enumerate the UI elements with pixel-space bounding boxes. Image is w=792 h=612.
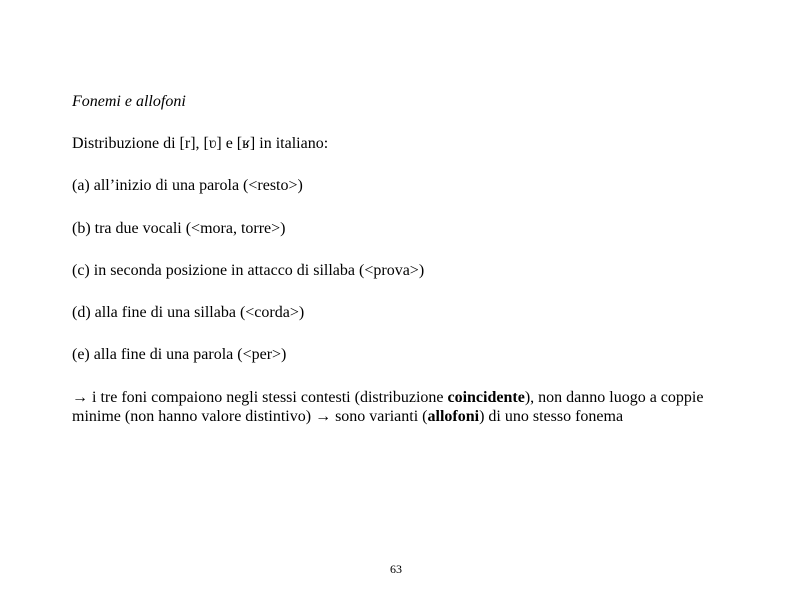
conclusion-part-2: ), non danno luogo a coppie minime (non hanno valore distintivo) → sono varianti ( <box>72 389 704 425</box>
list-item-a: (a) all’inizio di una parola (<resto>) <box>72 177 303 194</box>
list-item-e: (e) alla fine di una parola (<per>) <box>72 346 287 363</box>
slide-title: Fonemi e allofoni <box>72 93 186 110</box>
conclusion-text <box>72 388 732 426</box>
term-allofoni: allofoni <box>427 408 480 425</box>
list-item-c: (c) in seconda posizione in attacco di sillaba (<prova>) <box>72 262 425 279</box>
intro-text: Distribuzione di [r], [ʋ] e [ʁ] in italiano: <box>72 135 329 152</box>
page-number: 63 <box>390 562 402 576</box>
list-item-d: (d) alla fine di una sillaba (<corda>) <box>72 304 305 321</box>
list-item-b: (b) tra due vocali (<mora, torre>) <box>72 220 286 237</box>
term-coincidente: coincidente <box>447 389 525 406</box>
conclusion-part-1: → i tre foni compaiono negli stessi contesti (distribuzione <box>72 389 448 406</box>
conclusion-part-3: ) di uno stesso fonema <box>479 408 624 425</box>
